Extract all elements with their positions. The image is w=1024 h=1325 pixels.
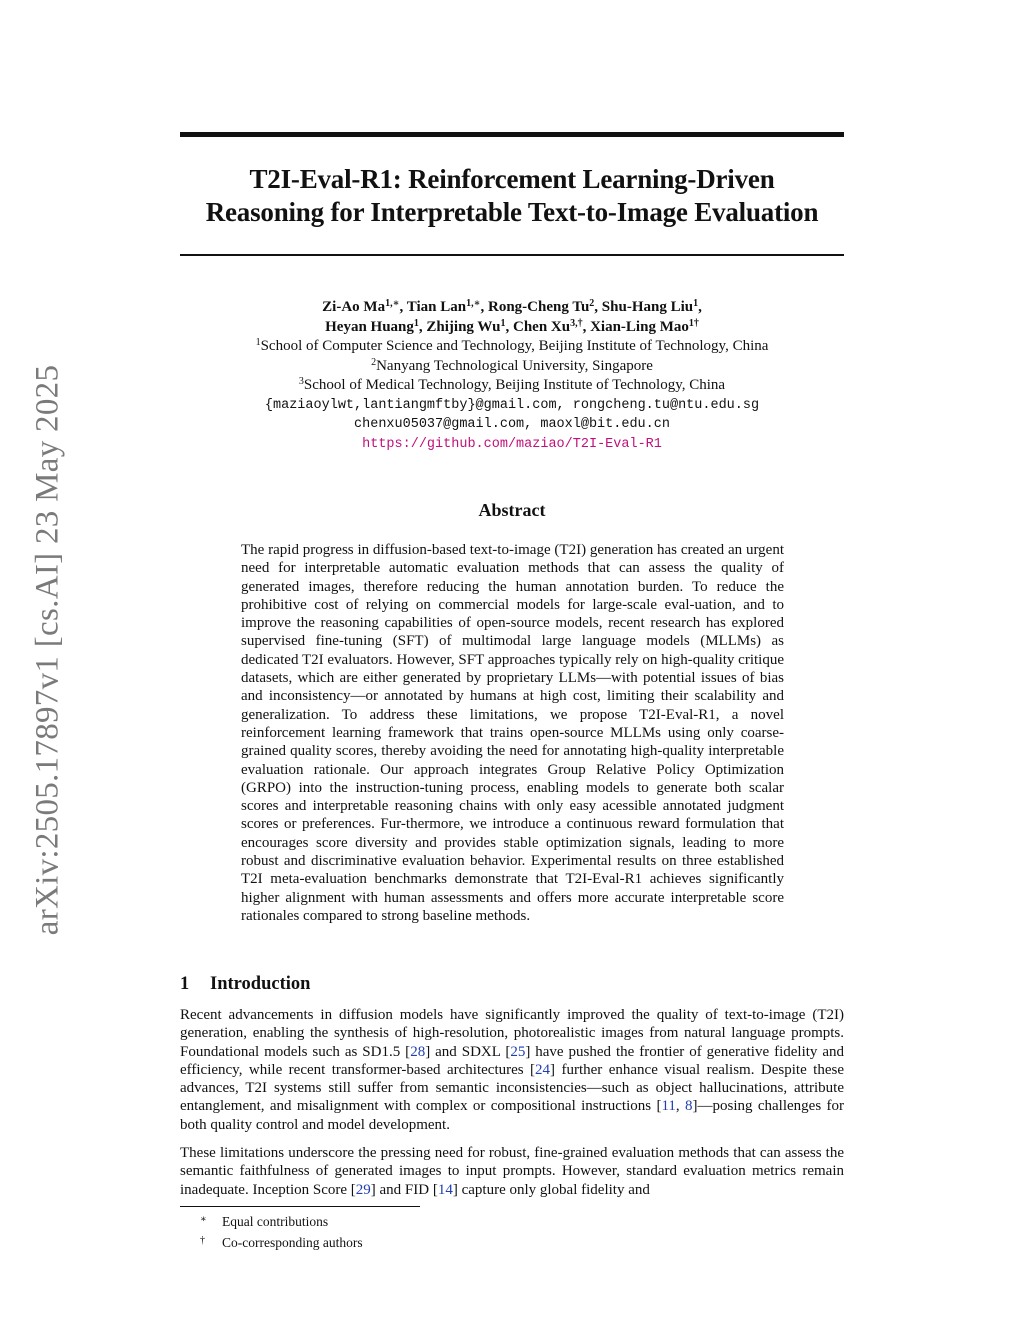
repository-link[interactable]: https://github.com/maziao/T2I-Eval-R1 [362, 436, 662, 452]
author-affiliation-mark: 1,∗ [385, 298, 400, 309]
citation-link[interactable]: 24 [535, 1061, 551, 1078]
author-affiliation-mark: 1,∗ [466, 298, 481, 309]
paragraph-text: , [675, 1098, 686, 1115]
introduction-paragraph-2 [180, 1144, 844, 1199]
paragraph-text: ] further enhance visual realism. Despite these advances, T2I systems still suffer from semantic inconsistencies—such as object hallucinations, attribute entanglement, and misalignment with complex or compositional instructions [ [180, 1061, 844, 1115]
title-line-2: Reasoning for Interpretable Text-to-Image Evaluation [205, 197, 819, 227]
title-top-rule [180, 132, 844, 137]
paragraph-text: ] capture only global fidelity and [452, 1181, 650, 1198]
affiliation-text: School of Computer Science and Technology, Beijing Institute of Technology, China [260, 338, 769, 354]
abstract-text: The rapid progress in diffusion-based text-to-image (T2I) generation has created an urgent need for interpretable automatic evaluation methods that can assess the quality of generated images, therefore reducing the human annotation burden. To reduce the prohibitive cost of relying on commercial models for large-scale eval-uation, and to improve the reasoning capabilities of open-source models, recent research has explored supervised fine-tuning (SFT) of multimodal large language models (MLLMs) as dedicated T2I evaluators. However, SFT approaches typically rely on high-quality critique datasets, which are either generated by proprietary LLMs—with potential issues of bias and inconsistency—or annotated by humans at high cost, limiting their scalability and generalization. To address these limitations, we propose T2I-Eval-R1, a novel reinforcement learning framework that trains open-source MLLMs using only coarse-grained quality scores, thereby avoiding the need for annotating high-quality interpretable evaluation rationale. Our approach integrates Group Relative Policy Optimization (GRPO) into the instruction-tuning process, enabling models to generate both scalar scores and interpretable reasoning chains with only easy acessible annotated judgment scores or preferences. Fur-thermore, we introduce a continuous reward formulation that encourages score diversity and provides stable optimization signals, leading to more robust and discriminative evaluation behavior. Experimental results on three established T2I meta-evaluation benchmarks demonstrate that T2I-Eval-R1 achieves significantly higher alignment with human assessments and offers more accurate interpretable score rationales compared to strong baseline methods. [241, 542, 784, 924]
author-name: Rong-Cheng Tu [488, 299, 590, 315]
introduction-paragraph-1 [180, 1006, 844, 1134]
paragraph-text: ] and FID [ [370, 1181, 438, 1198]
author-name: Tian Lan [406, 299, 467, 315]
paragraph-text: Recent advancements in diffusion models have significantly improved the quality of text-to-image (T2I) generation, enabling the synthesis of high-resolution, photorealistic images from natural language prompts. Foundational models such as SD1.5 [ [180, 1007, 844, 1060]
affiliation-2 [180, 357, 844, 377]
citation-link[interactable]: 14 [437, 1181, 453, 1198]
introduction-heading [180, 974, 310, 995]
footnote-corresponding-authors [200, 1231, 363, 1252]
author-list-line-2: Heyan Huang$^1$, Zhijing Wu$^1$, Chen $Xu^{3,\dagger}$, Xian-Ling Mao$^{1\dagger}$ [325, 317, 699, 335]
author-affiliation-mark: 2 [589, 298, 595, 309]
section-title: Introduction [210, 974, 311, 994]
abstract-heading: Abstract [478, 500, 546, 520]
affiliation-mark: 2 [371, 356, 377, 368]
citation-link[interactable]: 8 [685, 1098, 693, 1115]
author-name: Chen Xu [512, 318, 571, 335]
affiliation-1 [180, 337, 844, 357]
affiliation-3 [180, 376, 844, 396]
footnote-text: Co-corresponding authors [222, 1235, 363, 1250]
arxiv-identifier-stamp: arXiv:2505.17897v1 [cs.AI] 23 May 2025 [29, 364, 66, 936]
title-bottom-rule [180, 254, 844, 256]
citation-link[interactable]: 28 [410, 1043, 426, 1060]
citation-link[interactable]: 11 [661, 1098, 676, 1115]
footnote-rule [180, 1206, 420, 1207]
title-line-1: T2I-Eval-R1: Reinforcement Learning-Driven [249, 164, 775, 194]
footnote-text: Equal contributions [222, 1214, 329, 1229]
paper-title [180, 163, 844, 229]
paragraph-text: ]—posing challenges for both quality control and model development. [180, 1098, 845, 1133]
author-name: Zi-Ao Ma [322, 299, 386, 315]
footnote-equal-contribution [200, 1210, 363, 1231]
author-affiliation-mark: 3,† [570, 317, 583, 329]
footnote-mark: † [200, 1235, 205, 1246]
author-block [180, 298, 844, 454]
affiliation-text: School of Medical Technology, Beijing Institute of Technology, China [303, 377, 726, 393]
affiliation-text: Nanyang Technological University, Singapore [376, 357, 653, 374]
author-affiliation-mark: 1 [413, 317, 419, 329]
author-affiliation-mark: 1 [500, 317, 506, 329]
author-affiliation-mark: 1† [688, 317, 699, 329]
author-name: Shu-Hang Liu [601, 299, 694, 315]
footnote-mark: ∗ [200, 1214, 207, 1225]
footnotes [200, 1210, 363, 1252]
affiliation-mark: 3 [298, 376, 304, 387]
author-list-line-1: Zi-Ao $Ma^{1,∗}$, Tian Lan$^{1,∗}$, Rong-Cheng Tu$^2$, Shu-Hang Liu$^1$, [322, 298, 702, 315]
author-affiliation-mark: 1 [693, 298, 699, 309]
author-name: Heyan Huang [325, 318, 414, 335]
email-line-2: chenxu05037@gmail.com, maoxl@bit.edu.cn [354, 417, 670, 432]
author-name: Xian-Ling Mao [590, 318, 689, 335]
section-number: 1 [180, 974, 190, 994]
paragraph-text: ] and SDXL [ [425, 1043, 511, 1060]
citation-link[interactable]: 29 [355, 1181, 371, 1198]
author-name: Zhijing Wu [426, 318, 501, 335]
affiliation-mark: 1 [255, 337, 261, 348]
citation-link[interactable]: 25 [510, 1043, 526, 1060]
paragraph-text: ] have pushed the frontier of generative fidelity and efficiency, while recent transformer-based architectures [ [180, 1043, 845, 1078]
paragraph-text: These limitations underscore the pressing need for robust, fine-grained evaluation methods that can assess the semantic faithfulness of generated images to input prompts. However, standard evaluation metrics remain inadequate. Inception Score [ [180, 1145, 844, 1198]
email-line-1: {maziaoylwt,lantiangmftby}@gmail.com, rongcheng.tu@ntu.edu.sg [264, 397, 760, 413]
